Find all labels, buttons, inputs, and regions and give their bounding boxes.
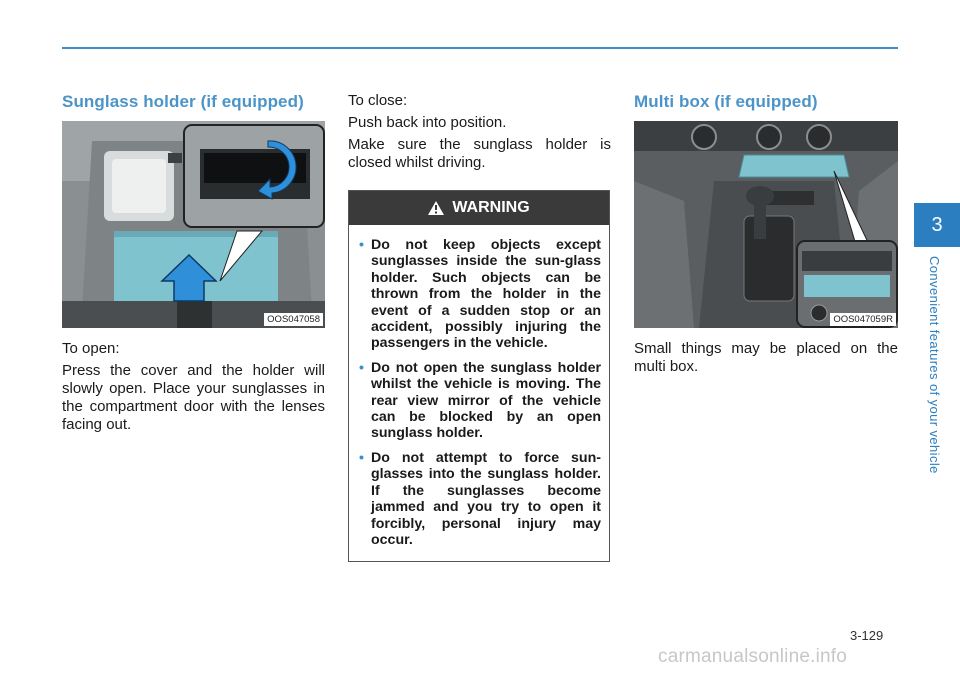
warning-item: [359, 360, 601, 442]
multi-box-heading: Multi box (if equipped): [634, 92, 818, 111]
figure-code: OOS047059R: [830, 313, 896, 326]
chapter-title: Convenient features of your vehicle: [927, 256, 942, 474]
sunglass-holder-illustration: [62, 121, 325, 328]
warning-item-text: Do not open the sunglass holder whilst the vehicle is moving. The rear view mirror of the vehicle can be blocked by an open sunglass holder.: [371, 359, 601, 442]
paragraph: Small things may be placed on the multi box.: [634, 340, 898, 375]
right-body-text: [634, 340, 898, 380]
chapter-tab: [914, 203, 960, 247]
bullet-icon: •: [359, 449, 364, 466]
watermark: carmanualsonline.info: [658, 646, 848, 667]
figure-code: OOS047058: [264, 313, 323, 326]
warning-item: [359, 237, 601, 352]
warning-title: WARNING: [452, 199, 530, 216]
warning-box: [348, 190, 610, 562]
multi-box-illustration: [634, 121, 898, 328]
warning-item-text: Do not attempt to force sun-glasses into the sunglass holder. If the sunglasses become jammed and you try to open it forcibly, personal injury may occur.: [371, 449, 601, 548]
paragraph: Push back into position.: [348, 114, 507, 131]
bullet-icon: •: [359, 237, 364, 253]
sunglass-holder-figure: [62, 121, 325, 328]
sunglass-holder-heading: Sunglass holder (if equipped): [62, 92, 304, 111]
paragraph: Press the cover and the holder will slowly open. Place your sunglasses in the compartment door with the lenses facing out.: [62, 362, 325, 433]
warning-triangle-icon: [428, 201, 444, 215]
warning-header: [349, 191, 609, 225]
paragraph: To open:: [62, 340, 120, 357]
chapter-number: 3: [931, 213, 943, 236]
top-rule: [62, 47, 898, 49]
left-body-text: [62, 340, 325, 438]
bullet-icon: •: [359, 359, 364, 376]
chapter-title-vertical: [922, 256, 942, 496]
warning-list: [349, 225, 609, 548]
paragraph: Make sure the sunglass holder is closed whilst driving.: [348, 136, 611, 171]
page-number: 3-129: [850, 628, 884, 643]
paragraph: To close:: [348, 92, 408, 109]
middle-body-text: [348, 92, 611, 176]
multi-box-figure: [634, 121, 898, 328]
warning-item-text: Do not keep objects except sunglasses inside the sun-glass holder. Such objects can be thrown from the holder in the event of a sudden stop or an accident, possibly injuring the passengers in the vehicle.: [371, 237, 601, 352]
warning-item: [359, 450, 601, 548]
